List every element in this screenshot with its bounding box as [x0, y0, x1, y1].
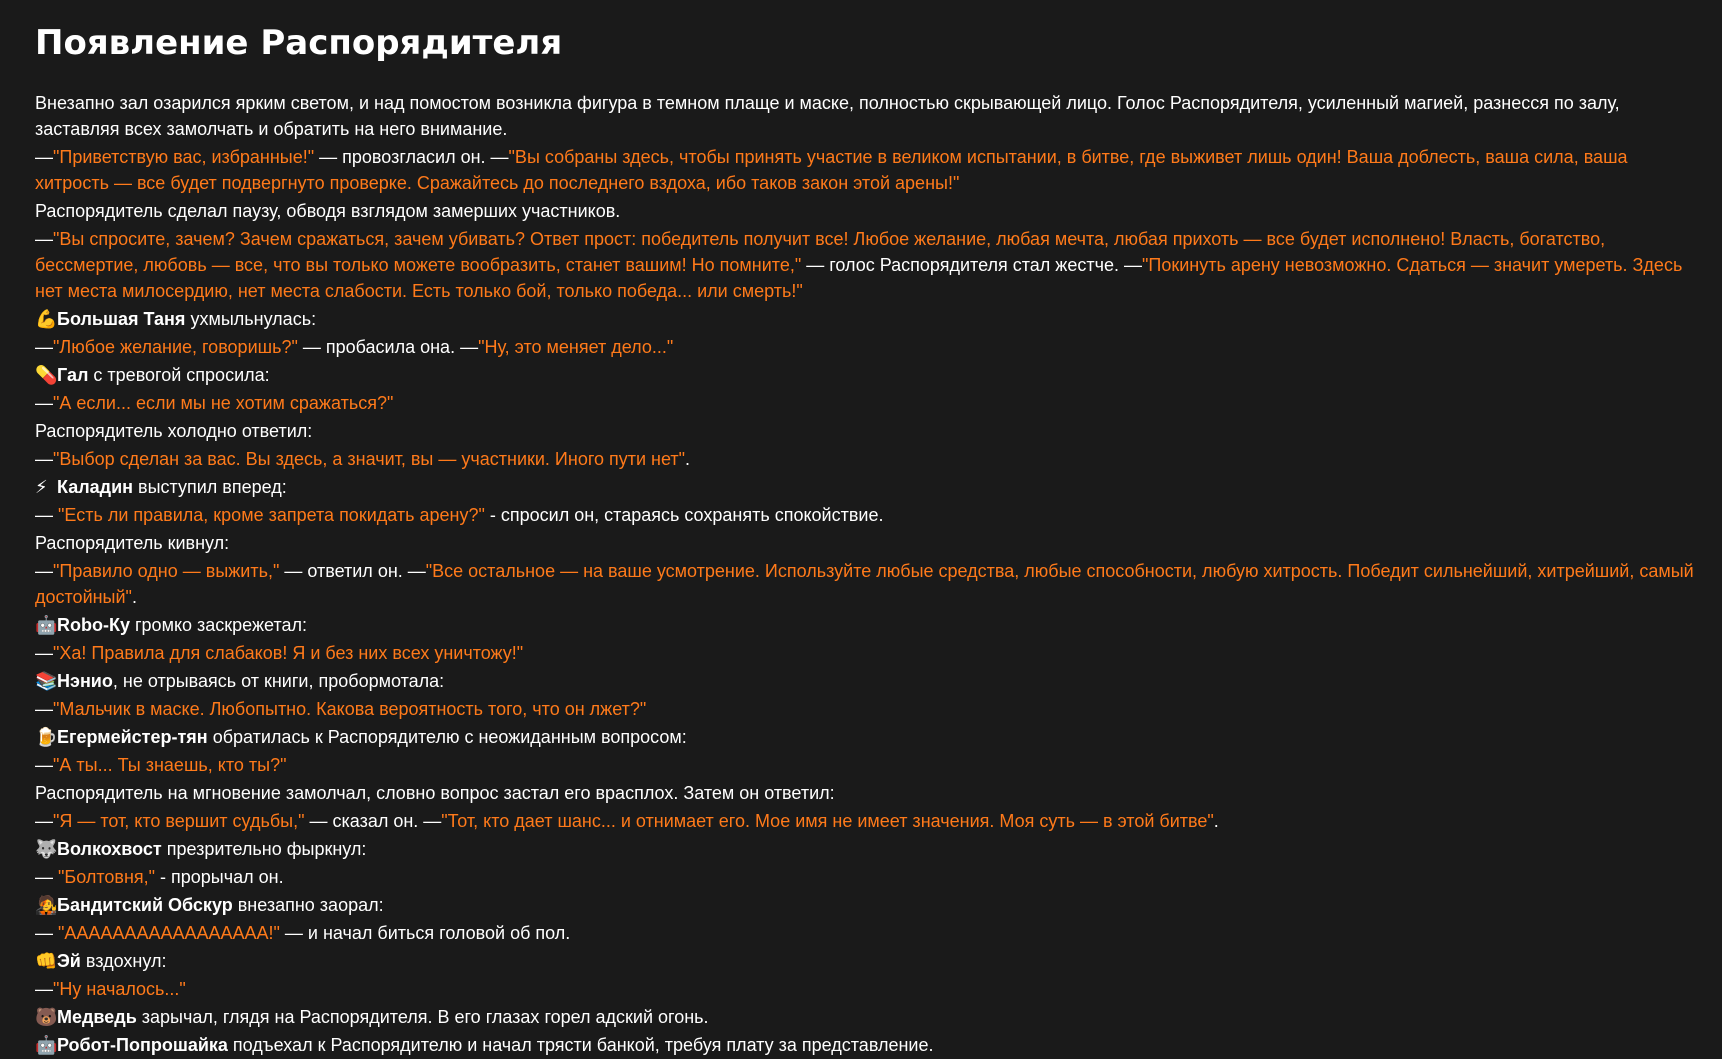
dialogue-tag: — — [35, 811, 53, 831]
story-body — [35, 90, 1702, 1058]
dialogue-tag: - спросил он, стараясь сохранять спокойствие. — [484, 505, 884, 525]
speaker-line — [35, 1032, 1702, 1058]
character-action: с тревогой спросила: — [88, 365, 270, 385]
dialogue-line — [35, 808, 1702, 834]
character-name: Медведь — [57, 1007, 137, 1027]
character-emoji-icon: 🤖 — [35, 1035, 58, 1055]
dialogue-tag: . — [1213, 811, 1219, 831]
character-emoji-icon: 🧑‍🎤 — [35, 895, 58, 915]
character-name: Робот-Попрошайка — [57, 1035, 228, 1055]
character-name: Егермейстер-тян — [57, 727, 208, 747]
dialogue-tag: — ответил он. — — [279, 561, 426, 581]
dialogue-tag: - прорычал он. — [155, 867, 284, 887]
dialogue-line — [35, 752, 1702, 778]
quote-text: "А если... если мы не хотим сражаться?" — [53, 393, 394, 413]
dialogue-line — [35, 390, 1702, 416]
narration-paragraph: Распорядитель сделал паузу, обводя взглядом замерших участников. — [35, 201, 621, 221]
quote-text: "Правило одно — выжить," — [53, 561, 280, 581]
character-name: Эй — [57, 951, 81, 971]
quote-text: "Мальчик в маске. Любопытно. Какова вероятность того, что он лжет?" — [53, 699, 647, 719]
dialogue-line — [35, 696, 1702, 722]
character-name: Нэнио — [57, 671, 113, 691]
speaker-line — [35, 668, 1702, 694]
dialogue-tag: — — [35, 561, 53, 581]
character-name: Волкохвост — [57, 839, 162, 859]
dialogue-tag: — — [35, 393, 53, 413]
dialogue-line — [35, 502, 1702, 528]
dialogue-tag: — — [35, 505, 59, 525]
character-emoji-icon: 🤖 — [35, 615, 58, 635]
dialogue-line — [35, 226, 1702, 304]
character-emoji-icon: 🐻 — [35, 1007, 58, 1027]
narration-paragraph: Внезапно зал озарился ярким светом, и над помостом возникла фигура в темном плаще и маске, полностью скрывающей лицо. Голос Распорядителя, усиленный магией, разнесся по залу, заставляя всех замолчать и обратить на него внимание. — [35, 93, 1620, 139]
dialogue-tag: — — [35, 867, 59, 887]
quote-text: "Болтовня," — [58, 867, 156, 887]
dialogue-tag: — — [35, 229, 53, 249]
dialogue-line — [35, 920, 1702, 946]
dialogue-tag: — сказал он. — — [304, 811, 442, 831]
speaker-line — [35, 306, 1702, 332]
dialogue-tag: . — [131, 587, 137, 607]
speaker-line — [35, 948, 1702, 974]
dialogue-tag: — — [35, 449, 53, 469]
dialogue-tag: . — [685, 449, 691, 469]
dialogue-tag: — — [35, 643, 53, 663]
dialogue-line — [35, 144, 1702, 196]
dialogue-line — [35, 558, 1702, 610]
character-emoji-icon: ⚡ — [35, 477, 48, 497]
dialogue-tag: — голос Распорядителя стал жестче. — — [801, 255, 1142, 275]
character-emoji-icon: 📚 — [35, 671, 58, 691]
dialogue-tag: — — [35, 337, 53, 357]
quote-text: "Приветствую вас, избранные!" — [53, 147, 315, 167]
dialogue-tag: — — [35, 147, 53, 167]
quote-text: "ААААААААААААААААА!" — [58, 923, 280, 943]
character-action: зарычал, глядя на Распорядителя. В его глазах горел адский огонь. — [136, 1007, 709, 1027]
speaker-line — [35, 892, 1702, 918]
character-action: презрительно фыркнул: — [161, 839, 367, 859]
character-action: вздохнул: — [80, 951, 167, 971]
dialogue-line — [35, 976, 1702, 1002]
dialogue-tag: — — [35, 699, 53, 719]
quote-text: "Покинуть арену невозможно. Сдаться — значит умереть. Здесь нет места милосердию, нет места слабости. Есть только бой, только победа... или смерть!" — [35, 255, 1683, 301]
dialogue-line — [35, 334, 1702, 360]
speaker-line — [35, 836, 1702, 862]
character-emoji-icon: 💊 — [35, 365, 58, 385]
character-emoji-icon: 💪 — [35, 309, 58, 329]
character-action: подъехал к Распорядителю и начал трясти банкой, требуя плату за представление. — [227, 1035, 934, 1055]
character-name: Бандитский Обскур — [57, 895, 233, 915]
narration-paragraph: Распорядитель на мгновение замолчал, словно вопрос застал его врасплох. Затем он ответил: — [35, 783, 835, 803]
quote-text: "Тот, кто дает шанс... и отнимает его. Мое имя не имеет значения. Моя суть — в этой битве" — [441, 811, 1214, 831]
character-action: , не отрываясь от книги, пробормотала: — [112, 671, 445, 691]
character-action: громко заскрежетал: — [129, 615, 308, 635]
dialogue-tag: — пробасила она. — — [297, 337, 479, 357]
dialogue-tag: — — [35, 979, 53, 999]
quote-text: "А ты... Ты знаешь, кто ты?" — [53, 755, 287, 775]
quote-text: "Ну началось..." — [53, 979, 186, 999]
speaker-line — [35, 474, 1702, 500]
dialogue-tag: — и начал биться головой об пол. — [279, 923, 571, 943]
character-name: Гал — [57, 365, 89, 385]
quote-text: "Выбор сделан за вас. Вы здесь, а значит, вы — участники. Иного пути нет" — [53, 449, 686, 469]
speaker-line — [35, 362, 1702, 388]
quote-text: "Есть ли правила, кроме запрета покидать арену?" — [58, 505, 485, 525]
character-emoji-icon: 🐺 — [35, 839, 58, 859]
quote-text: "Вы собраны здесь, чтобы принять участие в великом испытании, в битве, где выживет лишь один! Ваша доблесть, ваша сила, ваша хитрость — все будет подвергнуто проверке. Сражайтесь до последнего вздоха, ибо таков закон этой арены!" — [35, 147, 1628, 193]
quote-text: "Ну, это меняет дело..." — [478, 337, 674, 357]
quote-text: "Все остальное — на ваше усмотрение. Используйте любые средства, любые способности, любую хитрость. Победит сильнейший, хитрейший, самый достойный" — [35, 561, 1694, 607]
character-name: Robo-Ку — [57, 615, 130, 635]
dialogue-tag: — провозгласил он. — — [314, 147, 509, 167]
character-name: Каладин — [57, 477, 134, 497]
page-title: Появление Распорядителя — [35, 23, 563, 63]
quote-text: "Вы спросите, зачем? Зачем сражаться, зачем убивать? Ответ прост: победитель получит все! Любое желание, любая мечта, любая прихоть — все будет исполнено! Власть, богатство, бессмертие, любовь — все, что вы только можете вообразить, станет вашим! Но помните," — [35, 229, 1606, 275]
speaker-line — [35, 612, 1702, 638]
dialogue-line — [35, 864, 1702, 890]
character-action: обратилась к Распорядителю с неожиданным вопросом: — [207, 727, 687, 747]
speaker-line — [35, 1004, 1702, 1030]
quote-text: "Ха! Правила для слабаков! Я и без них всех уничтожу!" — [53, 643, 524, 663]
dialogue-tag: — — [35, 923, 59, 943]
dialogue-tag: — — [35, 755, 53, 775]
quote-text: "Я — тот, кто вершит судьбы," — [53, 811, 305, 831]
character-emoji-icon: 👊 — [35, 951, 58, 971]
character-name: Большая Таня — [57, 309, 186, 329]
character-action: ухмыльнулась: — [185, 309, 317, 329]
dialogue-line — [35, 640, 1702, 666]
character-action: выступил вперед: — [133, 477, 287, 497]
speaker-line — [35, 724, 1702, 750]
dialogue-line — [35, 446, 1702, 472]
quote-text: "Любое желание, говоришь?" — [53, 337, 298, 357]
character-action: внезапно заорал: — [232, 895, 384, 915]
character-emoji-icon: 🍺 — [35, 727, 58, 747]
narration-paragraph: Распорядитель кивнул: — [35, 533, 230, 553]
narration-paragraph: Распорядитель холодно ответил: — [35, 421, 313, 441]
